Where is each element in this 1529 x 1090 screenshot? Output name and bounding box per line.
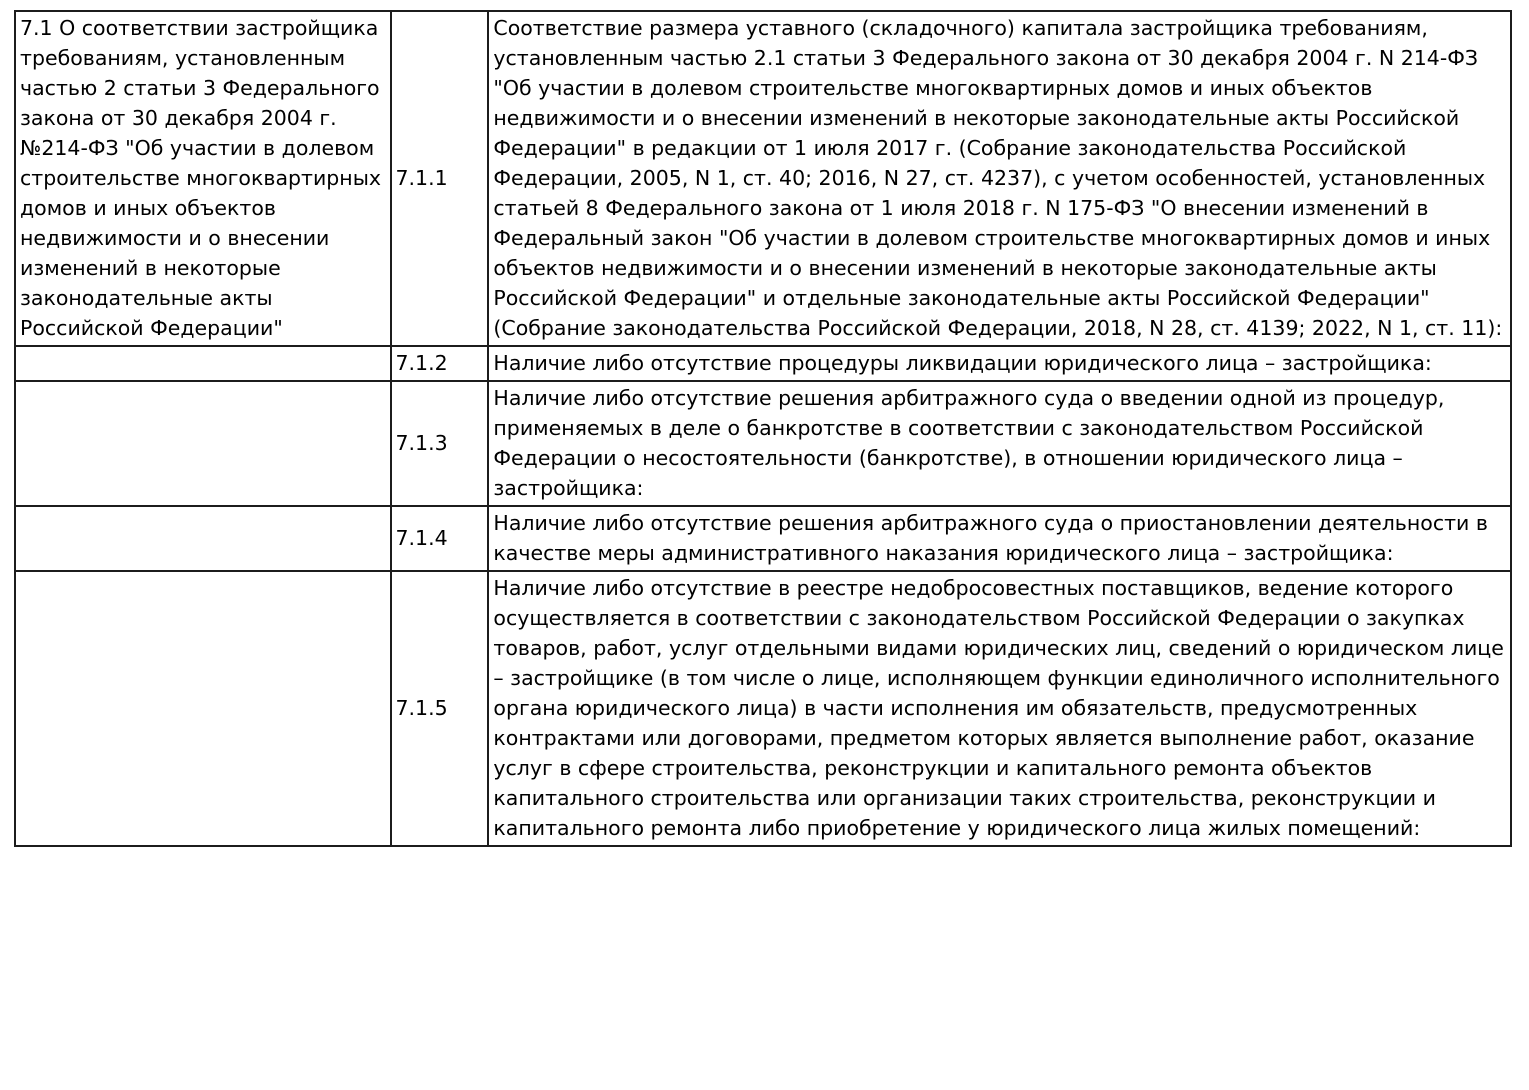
section-cell: [15, 381, 391, 506]
description-cell: Соответствие размера уставного (складочного) капитала застройщика требованиям, установленным частью 2.1 статьи 3 Федерального закона от 30 декабря 2004 г. N 214-ФЗ "Об участии в долевом строительстве многоквартирных домов и иных объектов недвижимости и о внесении изменений в некоторые законодательные акты Российской Федерации" в редакции от 1 июля 2017 г. (Собрание законодательства Российской Федерации, 2005, N 1, ст. 40; 2016, N 27, ст. 4237), с учетом особенностей, установленных статьей 8 Федерального закона от 1 июля 2018 г. N 175-ФЗ "О внесении изменений в Федеральный закон "Об участии в долевом строительстве многоквартирных домов и иных объектов недвижимости и о внесении изменений в некоторые законодательные акты Российской Федерации" и отдельные законодательные акты Российской Федерации" (Собрание законодательства Российской Федерации, 2018, N 28, ст. 4139; 2022, N 1, ст. 11):: [488, 11, 1511, 346]
table-row: [15, 346, 1511, 381]
code-cell: 7.1.4: [391, 506, 489, 571]
code-cell: 7.1.5: [391, 571, 489, 846]
table-row: [15, 506, 1511, 571]
table-row: [15, 571, 1511, 846]
code-cell: 7.1.2: [391, 346, 489, 381]
table-row: [15, 11, 1511, 346]
description-cell: Наличие либо отсутствие в реестре недобросовестных поставщиков, ведение которого осуществляется в соответствии с законодательством Российской Федерации о закупках товаров, работ, услуг отдельными видами юридических лиц, сведений о юридическом лице – застройщике (в том числе о лице, исполняющем функции единоличного исполнительного органа юридического лица) в части исполнения им обязательств, предусмотренных контрактами или договорами, предметом которых является выполнение работ, оказание услуг в сфере строительства, реконструкции и капитального ремонта объектов капитального строительства или организации таких строительства, реконструкции и капитального ремонта либо приобретение у юридического лица жилых помещений:: [488, 571, 1511, 846]
section-cell: [15, 506, 391, 571]
section-cell: [15, 346, 391, 381]
section-cell: [15, 571, 391, 846]
description-cell: Наличие либо отсутствие решения арбитражного суда о введении одной из процедур, применяемых в деле о банкротстве в соответствии с законодательством Российской Федерации о несостоятельности (банкротстве), в отношении юридического лица – застройщика:: [488, 381, 1511, 506]
code-cell: 7.1.1: [391, 11, 489, 346]
section-cell: 7.1 О соответствии застройщика требованиям, установленным частью 2 статьи 3 Федерального закона от 30 декабря 2004 г. №214-ФЗ "Об участии в долевом строительстве многоквартирных домов и иных объектов недвижимости и о внесении изменений в некоторые законодательные акты Российской Федерации": [15, 11, 391, 346]
description-cell: Наличие либо отсутствие решения арбитражного суда о приостановлении деятельности в качестве меры административного наказания юридического лица – застройщика:: [488, 506, 1511, 571]
compliance-table: [14, 10, 1512, 847]
code-cell: 7.1.3: [391, 381, 489, 506]
table-row: [15, 381, 1511, 506]
description-cell: Наличие либо отсутствие процедуры ликвидации юридического лица – застройщика:: [488, 346, 1511, 381]
